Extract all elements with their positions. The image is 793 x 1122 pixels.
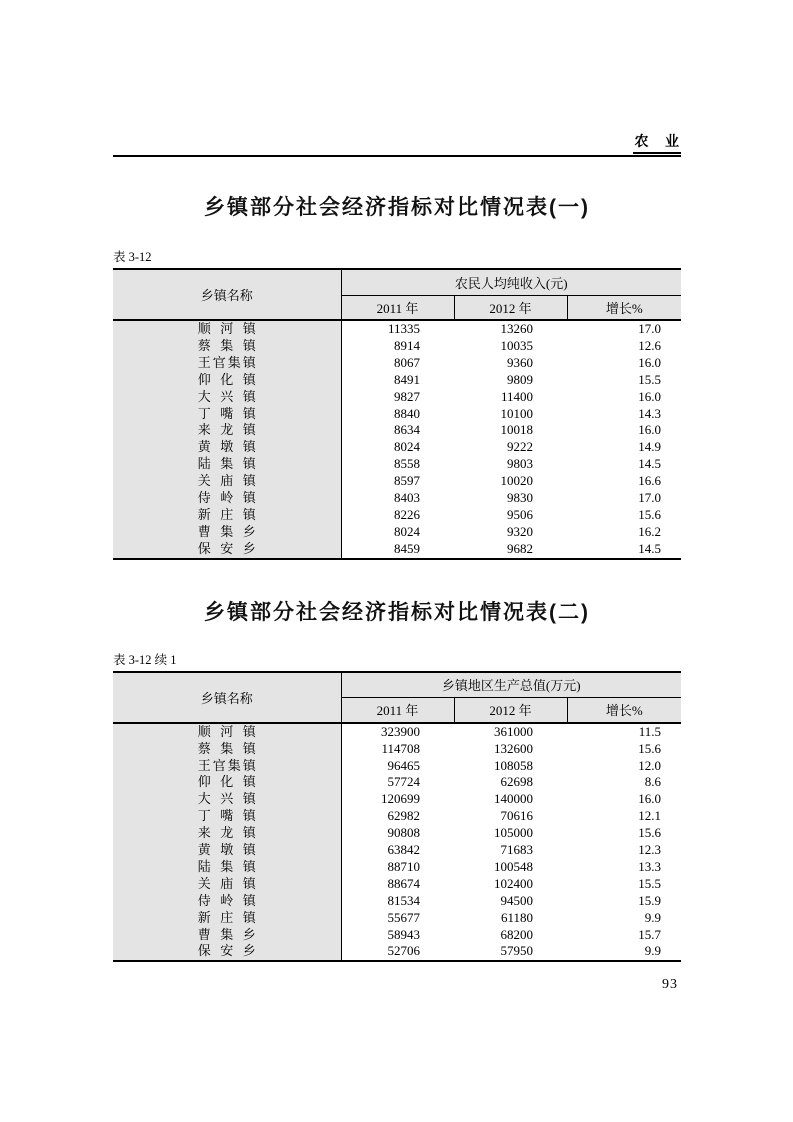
value-cell: 16.0	[638, 388, 662, 404]
column-header-2012: 2012 年	[454, 295, 567, 320]
town-name-cell	[113, 859, 341, 876]
town-name-cell	[113, 473, 341, 490]
value-cell: 15.7	[638, 926, 661, 942]
value-cell: 100548	[494, 858, 533, 874]
column-header-town-name: 乡镇名称	[113, 269, 341, 320]
table-row	[113, 422, 681, 439]
value-cell: 14.3	[638, 405, 662, 421]
value-cell: 120699	[381, 791, 420, 807]
town-name: 新庄镇	[197, 909, 256, 925]
header-group-row	[113, 672, 681, 698]
town-name: 王官集镇	[197, 354, 256, 370]
town-name-cell	[113, 758, 341, 775]
table-row	[113, 490, 681, 507]
town-name-cell	[113, 524, 341, 541]
town-name: 侍岭镇	[197, 892, 256, 908]
value-cell: 57950	[500, 943, 533, 959]
table-row	[113, 825, 681, 842]
town-name-cell	[113, 439, 341, 456]
value-cell: 11335	[387, 321, 420, 336]
table2-title: 乡镇部分社会经济指标对比情况表(二)	[204, 600, 590, 624]
value-cell: 94500	[500, 892, 533, 908]
column-header-2011: 2011 年	[341, 295, 454, 320]
town-name: 蔡集镇	[197, 740, 256, 756]
value-cell: 63842	[387, 842, 420, 858]
town-name: 侍岭镇	[197, 490, 256, 506]
table2-header	[113, 672, 681, 723]
value-cell: 14.9	[638, 439, 662, 455]
table-row	[113, 943, 681, 961]
town-name: 关庙镇	[197, 875, 256, 891]
value-cell: 9320	[507, 523, 533, 539]
page-number: 93	[662, 977, 678, 992]
value-cell: 8558	[394, 456, 420, 472]
town-name: 新庄镇	[197, 506, 256, 522]
table1-body	[113, 320, 681, 559]
value-cell: 15.9	[638, 892, 661, 908]
value-cell: 9506	[507, 506, 533, 522]
table-row	[113, 927, 681, 944]
table1-title: 乡镇部分社会经济指标对比情况表(一)	[204, 196, 590, 219]
town-name-cell	[113, 389, 341, 406]
value-cell: 10018	[500, 422, 533, 438]
value-cell: 8024	[394, 439, 420, 455]
table1-label: 表 3-12	[113, 250, 152, 264]
town-name: 陆集镇	[197, 858, 256, 874]
value-cell: 8226	[394, 506, 420, 522]
value-cell: 13260	[500, 321, 533, 336]
column-header-town-name: 乡镇名称	[113, 672, 341, 723]
value-cell: 8597	[394, 473, 420, 489]
value-cell: 12.3	[638, 842, 661, 858]
value-cell: 8459	[394, 540, 420, 556]
value-cell: 62698	[500, 774, 533, 790]
table-row	[113, 876, 681, 893]
town-name-cell	[113, 507, 341, 524]
town-name: 关庙镇	[197, 473, 256, 489]
town-name: 王官集镇	[197, 757, 256, 773]
value-cell: 12.1	[638, 808, 661, 824]
value-cell: 10035	[500, 337, 533, 353]
town-name-cell	[113, 422, 341, 439]
value-cell: 105000	[494, 825, 533, 841]
column-header-2012: 2012 年	[454, 698, 567, 723]
value-cell: 9803	[507, 456, 533, 472]
town-name-cell	[113, 910, 341, 927]
value-cell: 14.5	[638, 540, 662, 556]
town-name: 大兴镇	[197, 791, 256, 807]
value-cell: 16.0	[638, 791, 661, 807]
value-cell: 9830	[507, 490, 533, 506]
town-name: 曹集乡	[197, 926, 256, 942]
value-cell: 8024	[394, 523, 420, 539]
value-cell: 52706	[387, 943, 420, 959]
value-cell: 15.6	[638, 740, 661, 756]
town-name: 曹集乡	[197, 523, 256, 539]
value-cell: 12.0	[638, 757, 661, 773]
value-cell: 11400	[500, 388, 533, 404]
value-cell: 17.0	[638, 490, 662, 506]
town-name: 保安乡	[197, 943, 256, 959]
value-cell: 57724	[387, 774, 420, 790]
town-name-cell	[113, 723, 341, 741]
town-name-cell	[113, 338, 341, 355]
town-name-cell	[113, 943, 341, 961]
value-cell: 8.6	[644, 774, 661, 790]
value-cell: 8403	[394, 490, 420, 506]
table-row	[113, 808, 681, 825]
value-cell: 16.2	[638, 523, 662, 539]
town-name-cell	[113, 927, 341, 944]
table-row	[113, 439, 681, 456]
table-row	[113, 507, 681, 524]
town-name-cell	[113, 791, 341, 808]
town-name-cell	[113, 808, 341, 825]
value-cell: 15.6	[638, 825, 661, 841]
value-cell: 81534	[387, 892, 420, 908]
town-name-cell	[113, 876, 341, 893]
table1-header	[113, 269, 681, 320]
value-cell: 8840	[394, 405, 420, 421]
town-name: 陆集镇	[197, 456, 256, 472]
town-name-cell	[113, 456, 341, 473]
running-head-rule	[113, 131, 681, 157]
column-group-header: 农民人均纯收入(元)	[341, 269, 681, 295]
town-name-cell	[113, 541, 341, 559]
table-row	[113, 723, 681, 741]
value-cell: 15.5	[638, 371, 662, 387]
value-cell: 96465	[387, 757, 420, 773]
value-cell: 88674	[387, 875, 420, 891]
value-cell: 9827	[394, 388, 420, 404]
town-name-cell	[113, 741, 341, 758]
value-cell: 13.3	[638, 858, 661, 874]
table-row	[113, 541, 681, 559]
value-cell: 14.5	[638, 456, 662, 472]
value-cell: 114708	[381, 740, 420, 756]
value-cell: 90808	[387, 825, 420, 841]
table-row	[113, 741, 681, 758]
value-cell: 108058	[494, 757, 533, 773]
town-name: 黄墩镇	[197, 439, 256, 455]
table1	[113, 268, 681, 560]
table-row	[113, 372, 681, 389]
value-cell: 8491	[394, 371, 420, 387]
value-cell: 9360	[507, 354, 533, 370]
table-row	[113, 389, 681, 406]
table-row	[113, 859, 681, 876]
town-name: 丁嘴镇	[197, 808, 256, 824]
town-name-cell	[113, 774, 341, 791]
running-head-title: 农 业	[633, 133, 682, 154]
value-cell: 9809	[507, 371, 533, 387]
town-name: 保安乡	[197, 540, 256, 556]
value-cell: 15.6	[638, 506, 662, 522]
value-cell: 17.0	[638, 321, 662, 336]
column-header-growth: 增长%	[567, 295, 681, 320]
town-name-cell	[113, 406, 341, 423]
value-cell: 361000	[494, 723, 533, 739]
value-cell: 8914	[394, 337, 420, 353]
table-row	[113, 338, 681, 355]
value-cell: 132600	[494, 740, 533, 756]
town-name: 顺河镇	[197, 723, 256, 739]
table-row	[113, 758, 681, 775]
town-name: 仰化镇	[197, 774, 256, 790]
table-row	[113, 524, 681, 541]
value-cell: 61180	[500, 909, 533, 925]
town-name: 黄墩镇	[197, 842, 256, 858]
table-row	[113, 774, 681, 791]
value-cell: 68200	[500, 926, 533, 942]
table-row	[113, 893, 681, 910]
town-name-cell	[113, 372, 341, 389]
page-content	[113, 0, 681, 962]
table-row	[113, 320, 681, 338]
value-cell: 9682	[507, 540, 533, 556]
value-cell: 62982	[387, 808, 420, 824]
value-cell: 16.0	[638, 422, 662, 438]
value-cell: 8634	[394, 422, 420, 438]
town-name-cell	[113, 490, 341, 507]
value-cell: 55677	[387, 909, 420, 925]
value-cell: 11.5	[638, 723, 661, 739]
town-name: 来龙镇	[197, 422, 256, 438]
value-cell: 16.0	[638, 354, 662, 370]
town-name-cell	[113, 893, 341, 910]
value-cell: 58943	[387, 926, 420, 942]
value-cell: 9222	[507, 439, 533, 455]
value-cell: 71683	[500, 842, 533, 858]
table-row	[113, 842, 681, 859]
town-name-cell	[113, 355, 341, 372]
town-name: 大兴镇	[197, 388, 256, 404]
table-row	[113, 456, 681, 473]
column-header-growth: 增长%	[567, 698, 681, 723]
value-cell: 10100	[500, 405, 533, 421]
table-row	[113, 406, 681, 423]
value-cell: 10020	[500, 473, 533, 489]
town-name-cell	[113, 825, 341, 842]
town-name: 丁嘴镇	[197, 405, 256, 421]
town-name-cell	[113, 320, 341, 338]
value-cell: 9.9	[644, 909, 661, 925]
value-cell: 102400	[494, 875, 533, 891]
value-cell: 16.6	[638, 473, 662, 489]
table2-label: 表 3-12 续 1	[113, 652, 177, 667]
value-cell: 8067	[394, 354, 420, 370]
value-cell: 70616	[500, 808, 533, 824]
column-header-2011: 2011 年	[341, 698, 454, 723]
town-name: 顺河镇	[197, 321, 256, 336]
town-name-cell	[113, 842, 341, 859]
table2	[113, 671, 681, 963]
table-row	[113, 910, 681, 927]
table2-body	[113, 723, 681, 962]
town-name: 蔡集镇	[197, 337, 256, 353]
value-cell: 88710	[387, 858, 420, 874]
value-cell: 15.5	[638, 875, 661, 891]
header-group-row	[113, 269, 681, 295]
value-cell: 323900	[381, 723, 420, 739]
value-cell: 12.6	[638, 337, 662, 353]
town-name: 来龙镇	[197, 825, 256, 841]
value-cell: 140000	[494, 791, 533, 807]
town-name: 仰化镇	[197, 371, 256, 387]
table-row	[113, 355, 681, 372]
column-group-header: 乡镇地区生产总值(万元)	[341, 672, 681, 698]
table-row	[113, 791, 681, 808]
value-cell: 9.9	[644, 943, 661, 959]
table-row	[113, 473, 681, 490]
